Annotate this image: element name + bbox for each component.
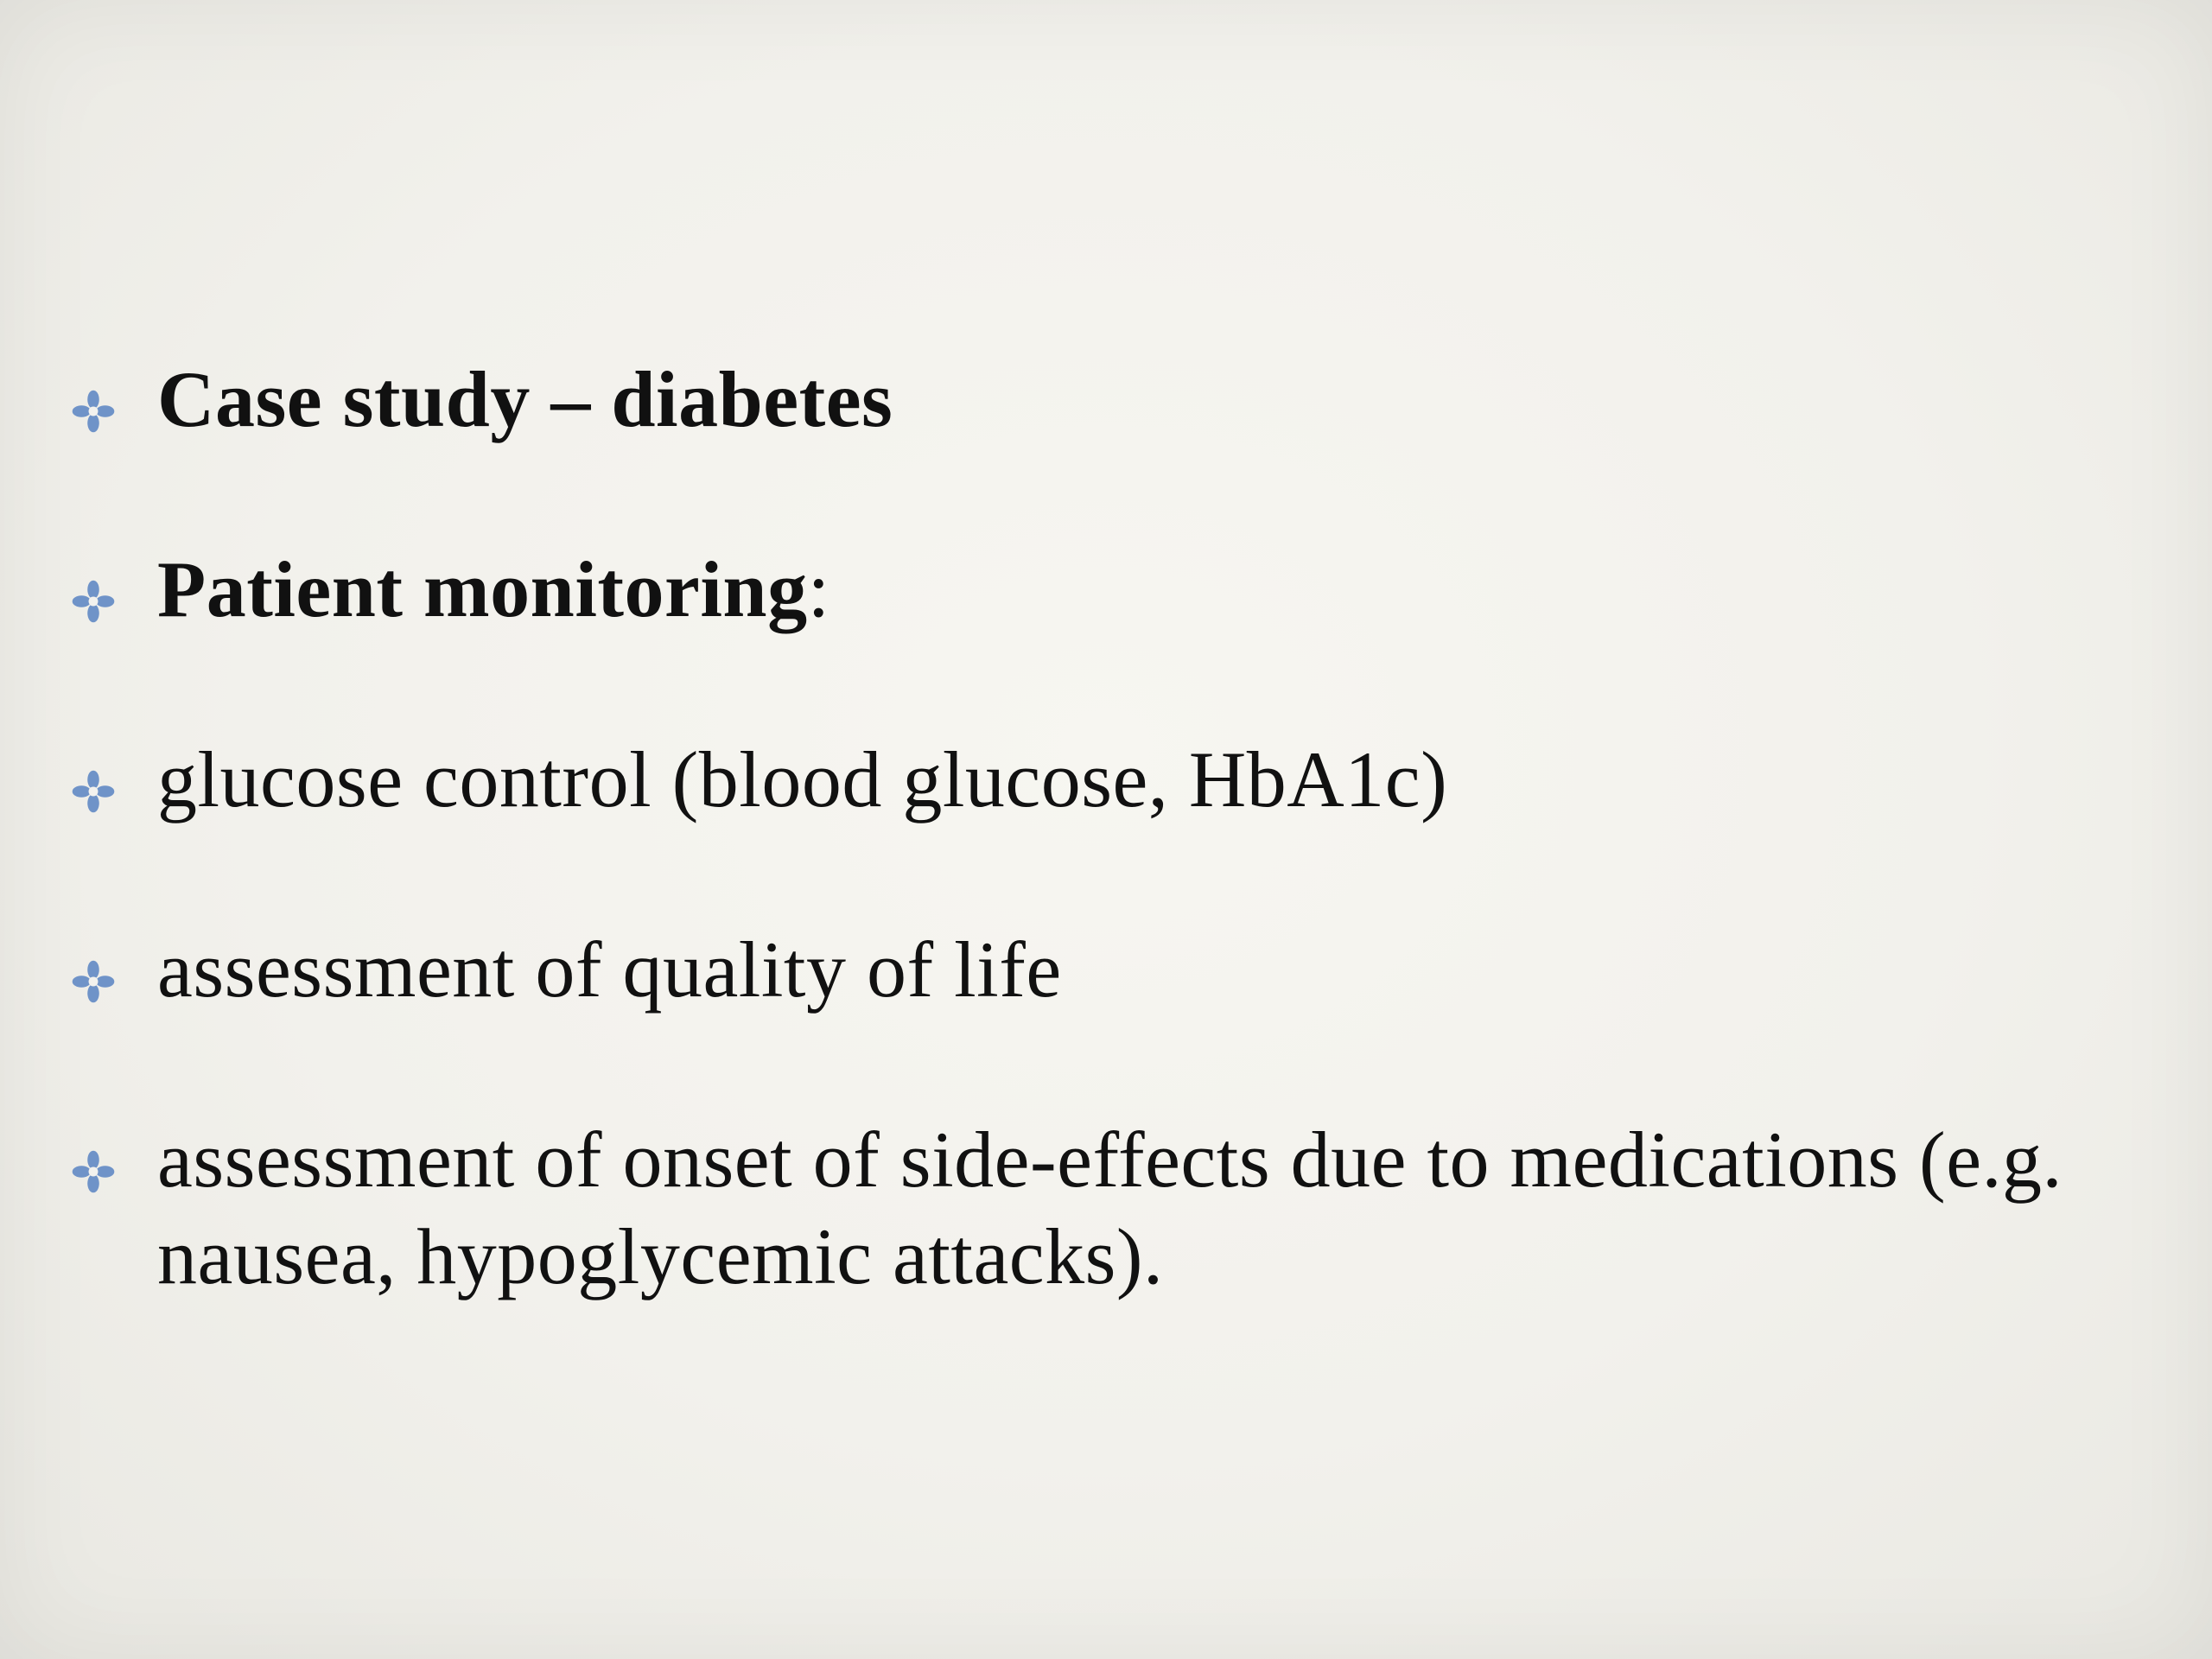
bullet-normal-text: assessment of onset of side-effects due to medications (e.g. nausea, hypoglycemic attacks). bbox=[157, 1116, 2063, 1300]
bullet-text bbox=[157, 541, 830, 638]
bullet-text bbox=[157, 1111, 2162, 1305]
bullet-text bbox=[157, 351, 893, 448]
four-petal-flower-icon bbox=[71, 921, 157, 1004]
bullet-bold-text: Patient monitoring bbox=[157, 545, 808, 633]
bullet-normal-text: : bbox=[807, 545, 830, 633]
bullet-item-case-study bbox=[71, 351, 2162, 448]
bullet-text bbox=[157, 731, 1447, 828]
bullet-normal-text: assessment of quality of life bbox=[157, 925, 1062, 1014]
four-petal-flower-icon bbox=[71, 351, 157, 434]
bullet-item-quality-of-life bbox=[71, 921, 2162, 1018]
bullet-bold-text: Case study – diabetes bbox=[157, 355, 893, 443]
four-petal-flower-icon bbox=[71, 731, 157, 814]
bullet-normal-text: glucose control (blood glucose, HbA1c) bbox=[157, 735, 1448, 823]
four-petal-flower-icon bbox=[71, 541, 157, 624]
bullet-item-patient-monitoring bbox=[71, 541, 2162, 638]
four-petal-flower-icon bbox=[71, 1111, 157, 1194]
bullet-text bbox=[157, 921, 1062, 1018]
bullet-item-glucose-control bbox=[71, 731, 2162, 828]
bullet-item-side-effects bbox=[71, 1111, 2162, 1305]
